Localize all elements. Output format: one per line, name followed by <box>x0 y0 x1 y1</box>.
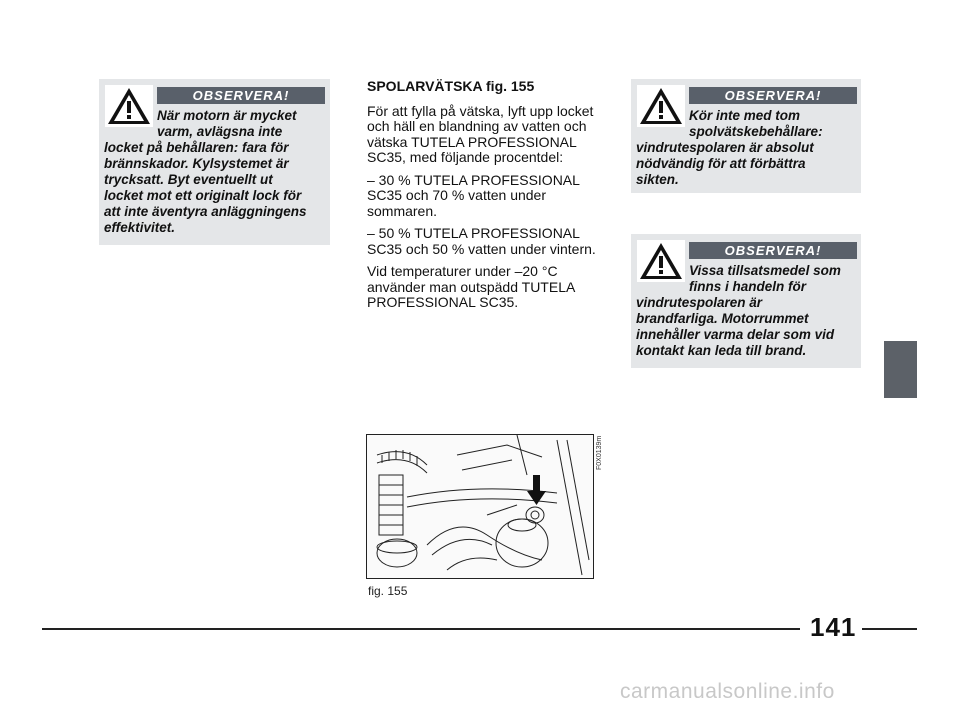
warning-text <box>636 263 860 359</box>
page-number: 141 <box>810 612 857 642</box>
paragraph: – 50 % TUTELA PROFESSIONAL SC35 och 50 % vatten under vintern. <box>367 225 596 257</box>
figure-code: F0X0139m <box>596 435 603 470</box>
figure-caption: fig. 155 <box>368 584 408 598</box>
warning-text <box>104 108 328 236</box>
warning-line: att inte äventyra anläggningens <box>104 204 307 219</box>
warning-text <box>636 108 860 188</box>
paragraph: För att fylla på vätska, lyft upp locket och häll en blandning av vatten och vätska TUTELA PROFESSIONAL SC35, med följande procentdel: <box>367 102 594 165</box>
footer-rule-left <box>42 628 800 630</box>
warning-line: varm, avlägsna inte <box>157 124 283 139</box>
warning-box-empty-reservoir <box>631 79 861 193</box>
footer-rule-right <box>862 628 917 630</box>
warning-line: spolvätskebehållare: <box>689 124 823 139</box>
warning-line: sikten. <box>636 172 679 187</box>
section-tab-marker <box>884 341 917 398</box>
warning-line: kontakt kan leda till brand. <box>636 343 807 358</box>
warning-line: nödvändig för att förbättra <box>636 156 806 171</box>
warning-line: innehåller varma delar som vid <box>636 327 835 342</box>
warning-line: finns i handeln för <box>689 279 806 294</box>
paragraph: Vid temperaturer under –20 °C använder man outspädd TUTELA PROFESSIONAL SC35. <box>367 263 575 310</box>
warning-box-flammable-additives <box>631 234 861 368</box>
engine-bay-illustration <box>366 434 594 579</box>
washer-fluid-section <box>367 79 612 318</box>
warning-label: OBSERVERA! <box>689 87 857 104</box>
warning-line: brännskador. Kylsystemet är <box>104 156 289 171</box>
warning-line: vindrutespolaren är absolut <box>636 140 814 155</box>
warning-label: OBSERVERA! <box>689 242 857 259</box>
paragraph: – 30 % TUTELA PROFESSIONAL SC35 och 70 % vatten under sommaren. <box>367 171 580 219</box>
watermark: carmanualsonline.info <box>620 680 835 703</box>
warning-line: vindrutespolaren är <box>636 295 763 310</box>
warning-line: effektivitet. <box>104 220 176 235</box>
warning-label: OBSERVERA! <box>157 87 325 104</box>
warning-line: locket på behållaren: fara för <box>104 140 289 155</box>
warning-line: När motorn är mycket <box>157 108 297 123</box>
warning-line: locket mot ett originalt lock för <box>104 188 302 203</box>
warning-line: Kör inte med tom <box>689 108 801 123</box>
warning-box-engine-hot <box>99 79 330 245</box>
warning-line: Vissa tillsatsmedel som <box>689 263 841 278</box>
warning-line: trycksatt. Byt eventuellt ut <box>104 172 273 187</box>
section-heading: SPOLARVÄTSKA fig. 155 <box>367 78 535 94</box>
warning-line: brandfarliga. Motorrummet <box>636 311 809 326</box>
